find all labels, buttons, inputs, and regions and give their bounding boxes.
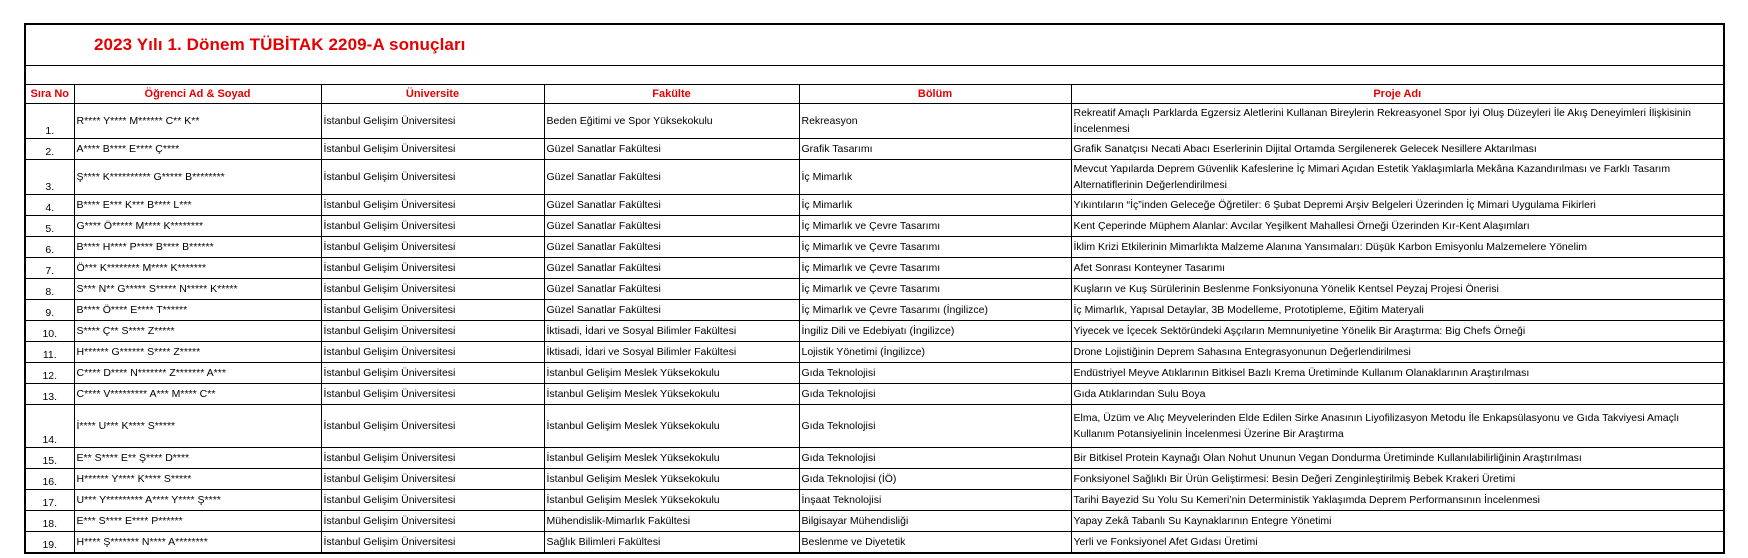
student-name: B**** H**** P**** B**** B****** bbox=[74, 237, 321, 258]
faculty-cell: İstanbul Gelişim Meslek Yüksekokulu bbox=[544, 448, 799, 469]
department-cell: İngiliz Dili ve Edebiyatı (İngilizce) bbox=[799, 321, 1071, 342]
table-row bbox=[25, 139, 1724, 160]
faculty-cell: Güzel Sanatlar Fakültesi bbox=[544, 160, 799, 195]
student-name: B**** E*** K*** B**** L*** bbox=[74, 195, 321, 216]
table-row bbox=[25, 279, 1724, 300]
student-name: G**** Ö***** M**** K******** bbox=[74, 216, 321, 237]
faculty-cell: Güzel Sanatlar Fakültesi bbox=[544, 237, 799, 258]
row-number: 11. bbox=[25, 342, 74, 363]
department-cell: İç Mimarlık ve Çevre Tasarımı bbox=[799, 279, 1071, 300]
table-row bbox=[25, 469, 1724, 490]
faculty-cell: İstanbul Gelişim Meslek Yüksekokulu bbox=[544, 469, 799, 490]
faculty-cell: Sağlık Bilimleri Fakültesi bbox=[544, 532, 799, 554]
project-title: Endüstriyel Meyve Atıklarının Bitkisel Bazlı Krema Üretiminde Kullanım Olanaklarının Araştırılması bbox=[1071, 363, 1724, 384]
row-number: 3. bbox=[25, 160, 74, 195]
row-number: 14. bbox=[25, 405, 74, 448]
row-number: 5. bbox=[25, 216, 74, 237]
project-title: Gıda Atıklarından Sulu Boya bbox=[1071, 384, 1724, 405]
university-cell: İstanbul Gelişim Üniversitesi bbox=[321, 104, 544, 139]
faculty-cell: Güzel Sanatlar Fakültesi bbox=[544, 139, 799, 160]
university-cell: İstanbul Gelişim Üniversitesi bbox=[321, 195, 544, 216]
row-number: 15. bbox=[25, 448, 74, 469]
department-cell: İç Mimarlık ve Çevre Tasarımı bbox=[799, 237, 1071, 258]
project-title: Yıkıntıların “İç”inden Geleceğe Öğretiler: 6 Şubat Depremi Arşiv Belgeleri Üzerinden İç Mimari Uygulama Fikirleri bbox=[1071, 195, 1724, 216]
project-title: Rekreatif Amaçlı Parklarda Egzersiz Aletlerini Kullanan Bireylerin Rekreasyonel Spor İyi Oluş Düzeyleri İle Akış Deneyimleri İlişkisinin İncelenmesi bbox=[1071, 104, 1724, 139]
row-number: 8. bbox=[25, 279, 74, 300]
table-row bbox=[25, 160, 1724, 195]
faculty-cell: Güzel Sanatlar Fakültesi bbox=[544, 258, 799, 279]
project-title: Drone Lojistiğinin Deprem Sahasına Entegrasyonunun Değerlendirilmesi bbox=[1071, 342, 1724, 363]
student-name: S*** N** G***** S***** N***** K***** bbox=[74, 279, 321, 300]
university-cell: İstanbul Gelişim Üniversitesi bbox=[321, 279, 544, 300]
project-title: Bir Bitkisel Protein Kaynağı Olan Nohut Ununun Vegan Dondurma Üretiminde Kullanılabilirliğinin Araştırılması bbox=[1071, 448, 1724, 469]
department-cell: Gıda Teknolojisi bbox=[799, 363, 1071, 384]
department-cell: İç Mimarlık ve Çevre Tasarımı bbox=[799, 258, 1071, 279]
department-cell: Beslenme ve Diyetetik bbox=[799, 532, 1071, 554]
row-number: 7. bbox=[25, 258, 74, 279]
department-cell: İç Mimarlık bbox=[799, 160, 1071, 195]
student-name: İ**** U*** K**** S***** bbox=[74, 405, 321, 448]
header-name: Öğrenci Ad & Soyad bbox=[74, 85, 321, 104]
header-project: Proje Adı bbox=[1071, 85, 1724, 104]
faculty-cell: Güzel Sanatlar Fakültesi bbox=[544, 216, 799, 237]
row-number: 18. bbox=[25, 511, 74, 532]
faculty-cell: Güzel Sanatlar Fakültesi bbox=[544, 195, 799, 216]
table-row bbox=[25, 405, 1724, 448]
table-row bbox=[25, 195, 1724, 216]
student-name: H****** G****** S**** Z***** bbox=[74, 342, 321, 363]
student-name: C**** V********* A*** M**** C** bbox=[74, 384, 321, 405]
department-cell: Gıda Teknolojisi bbox=[799, 448, 1071, 469]
table-row bbox=[25, 384, 1724, 405]
table-row bbox=[25, 448, 1724, 469]
header-university: Üniversite bbox=[321, 85, 544, 104]
faculty-cell: İstanbul Gelişim Meslek Yüksekokulu bbox=[544, 490, 799, 511]
faculty-cell: İstanbul Gelişim Meslek Yüksekokulu bbox=[544, 363, 799, 384]
department-cell: İnşaat Teknolojisi bbox=[799, 490, 1071, 511]
spacer-cell bbox=[25, 66, 1724, 85]
student-name: H****** Y**** K**** S***** bbox=[74, 469, 321, 490]
university-cell: İstanbul Gelişim Üniversitesi bbox=[321, 384, 544, 405]
project-title: Yiyecek ve İçecek Sektöründeki Aşçıların Memnuniyetine Yönelik Bir Araştırma: Big Chefs Örneği bbox=[1071, 321, 1724, 342]
results-table bbox=[24, 23, 1725, 554]
university-cell: İstanbul Gelişim Üniversitesi bbox=[321, 511, 544, 532]
project-title: Grafik Sanatçısı Necati Abacı Eserlerinin Dijital Ortamda Sergilenerek Gelecek Nesillere Aktarılması bbox=[1071, 139, 1724, 160]
row-number: 16. bbox=[25, 469, 74, 490]
row-number: 1. bbox=[25, 104, 74, 139]
university-cell: İstanbul Gelişim Üniversitesi bbox=[321, 342, 544, 363]
university-cell: İstanbul Gelişim Üniversitesi bbox=[321, 532, 544, 554]
table-row bbox=[25, 511, 1724, 532]
student-name: H**** Ş******* N**** A******** bbox=[74, 532, 321, 554]
title-cell bbox=[25, 24, 1724, 66]
row-number: 12. bbox=[25, 363, 74, 384]
faculty-cell: İktisadi, İdari ve Sosyal Bilimler Fakültesi bbox=[544, 321, 799, 342]
table-row bbox=[25, 321, 1724, 342]
faculty-cell: Mühendislik-Mimarlık Fakültesi bbox=[544, 511, 799, 532]
department-cell: Bilgisayar Mühendisliği bbox=[799, 511, 1071, 532]
faculty-cell: Güzel Sanatlar Fakültesi bbox=[544, 300, 799, 321]
row-number: 4. bbox=[25, 195, 74, 216]
table-row bbox=[25, 363, 1724, 384]
university-cell: İstanbul Gelişim Üniversitesi bbox=[321, 321, 544, 342]
table-row bbox=[25, 342, 1724, 363]
university-cell: İstanbul Gelişim Üniversitesi bbox=[321, 258, 544, 279]
university-cell: İstanbul Gelişim Üniversitesi bbox=[321, 405, 544, 448]
student-name: E** S**** E** Ş**** D**** bbox=[74, 448, 321, 469]
department-cell: Lojistik Yönetimi (İngilizce) bbox=[799, 342, 1071, 363]
department-cell: Gıda Teknolojisi bbox=[799, 405, 1071, 448]
row-number: 2. bbox=[25, 139, 74, 160]
table-row bbox=[25, 237, 1724, 258]
project-title: Tarihi Bayezid Su Yolu Su Kemeri’nin Deterministik Yaklaşımda Deprem Performansının İncelenmesi bbox=[1071, 490, 1724, 511]
department-cell: Grafik Tasarımı bbox=[799, 139, 1071, 160]
department-cell: İç Mimarlık bbox=[799, 195, 1071, 216]
project-title: Afet Sonrası Konteyner Tasarımı bbox=[1071, 258, 1724, 279]
header-faculty: Fakülte bbox=[544, 85, 799, 104]
student-name: Ö*** K******** M**** K******* bbox=[74, 258, 321, 279]
student-name: E*** S**** E**** P****** bbox=[74, 511, 321, 532]
row-number: 19. bbox=[25, 532, 74, 554]
row-number: 13. bbox=[25, 384, 74, 405]
student-name: B**** Ö**** E**** T****** bbox=[74, 300, 321, 321]
university-cell: İstanbul Gelişim Üniversitesi bbox=[321, 216, 544, 237]
department-cell: Gıda Teknolojisi bbox=[799, 384, 1071, 405]
results-body bbox=[25, 104, 1724, 554]
project-title: Mevcut Yapılarda Deprem Güvenlik Kafeslerine İç Mimari Açıdan Estetik Yaklaşımlarla Mekâna Kazandırılması ve Farklı Tasarım Alternatiflerinin Değerlendirilmesi bbox=[1071, 160, 1724, 195]
department-cell: Gıda Teknolojisi (İÖ) bbox=[799, 469, 1071, 490]
department-cell: İç Mimarlık ve Çevre Tasarımı (İngilizce) bbox=[799, 300, 1071, 321]
department-cell: Rekreasyon bbox=[799, 104, 1071, 139]
department-cell: İç Mimarlık ve Çevre Tasarımı bbox=[799, 216, 1071, 237]
faculty-cell: İstanbul Gelişim Meslek Yüksekokulu bbox=[544, 405, 799, 448]
faculty-cell: Güzel Sanatlar Fakültesi bbox=[544, 279, 799, 300]
project-title: İklim Krizi Etkilerinin Mimarlıkta Malzeme Alanına Yansımaları: Düşük Karbon Emisyonlu Malzemelere Yönelim bbox=[1071, 237, 1724, 258]
student-name: A**** B**** E**** Ç**** bbox=[74, 139, 321, 160]
table-row bbox=[25, 104, 1724, 139]
project-title: Kent Çeperinde Müphem Alanlar: Avcılar Yeşilkent Mahallesi Örneği Üzerinden Kır-Kent Alaşımları bbox=[1071, 216, 1724, 237]
university-cell: İstanbul Gelişim Üniversitesi bbox=[321, 363, 544, 384]
university-cell: İstanbul Gelişim Üniversitesi bbox=[321, 469, 544, 490]
project-title: İç Mimarlık, Yapısal Detaylar, 3B Modelleme, Prototipleme, Eğitim Materyali bbox=[1071, 300, 1724, 321]
project-title: Elma, Üzüm ve Alıç Meyvelerinden Elde Edilen Sirke Anasının Liyofilizasyon Metodu İle Enkapsülasyonu ve Gıda Takviyesi Amaçlı Kullanım Potansiyelinin İncelenmesi Üzerine Bir Araştırma bbox=[1071, 405, 1724, 448]
faculty-cell: İstanbul Gelişim Meslek Yüksekokulu bbox=[544, 384, 799, 405]
university-cell: İstanbul Gelişim Üniversitesi bbox=[321, 490, 544, 511]
table-row bbox=[25, 258, 1724, 279]
row-number: 9. bbox=[25, 300, 74, 321]
university-cell: İstanbul Gelişim Üniversitesi bbox=[321, 448, 544, 469]
project-title: Fonksiyonel Sağlıklı Bir Ürün Geliştirmesi: Besin Değeri Zenginleştirilmiş Bebek Krakeri Üretimi bbox=[1071, 469, 1724, 490]
table-row bbox=[25, 490, 1724, 511]
table-row bbox=[25, 300, 1724, 321]
university-cell: İstanbul Gelişim Üniversitesi bbox=[321, 300, 544, 321]
header-no: Sıra No bbox=[25, 85, 74, 104]
project-title: Yapay Zekâ Tabanlı Su Kaynaklarının Entegre Yönetimi bbox=[1071, 511, 1724, 532]
row-number: 17. bbox=[25, 490, 74, 511]
page-title: 2023 Yılı 1. Dönem TÜBİTAK 2209-A sonuçları bbox=[94, 35, 466, 54]
university-cell: İstanbul Gelişim Üniversitesi bbox=[321, 237, 544, 258]
student-name: C**** D**** N******* Z******* A*** bbox=[74, 363, 321, 384]
student-name: S**** Ç** S**** Z***** bbox=[74, 321, 321, 342]
student-name: U*** Y********* A**** Y**** Ş**** bbox=[74, 490, 321, 511]
table-row bbox=[25, 532, 1724, 554]
table-row bbox=[25, 216, 1724, 237]
university-cell: İstanbul Gelişim Üniversitesi bbox=[321, 160, 544, 195]
row-number: 10. bbox=[25, 321, 74, 342]
faculty-cell: Beden Eğitimi ve Spor Yüksekokulu bbox=[544, 104, 799, 139]
row-number: 6. bbox=[25, 237, 74, 258]
project-title: Kuşların ve Kuş Sürülerinin Beslenme Fonksiyonuna Yönelik Kentsel Peyzaj Projesi Önerisi bbox=[1071, 279, 1724, 300]
student-name: Ş**** K********** G***** B******** bbox=[74, 160, 321, 195]
university-cell: İstanbul Gelişim Üniversitesi bbox=[321, 139, 544, 160]
student-name: R**** Y**** M****** C** K** bbox=[74, 104, 321, 139]
project-title: Yerli ve Fonksiyonel Afet Gıdası Üretimi bbox=[1071, 532, 1724, 554]
results-sheet bbox=[24, 23, 1723, 554]
faculty-cell: İktisadi, İdari ve Sosyal Bilimler Fakültesi bbox=[544, 342, 799, 363]
header-department: Bölüm bbox=[799, 85, 1071, 104]
